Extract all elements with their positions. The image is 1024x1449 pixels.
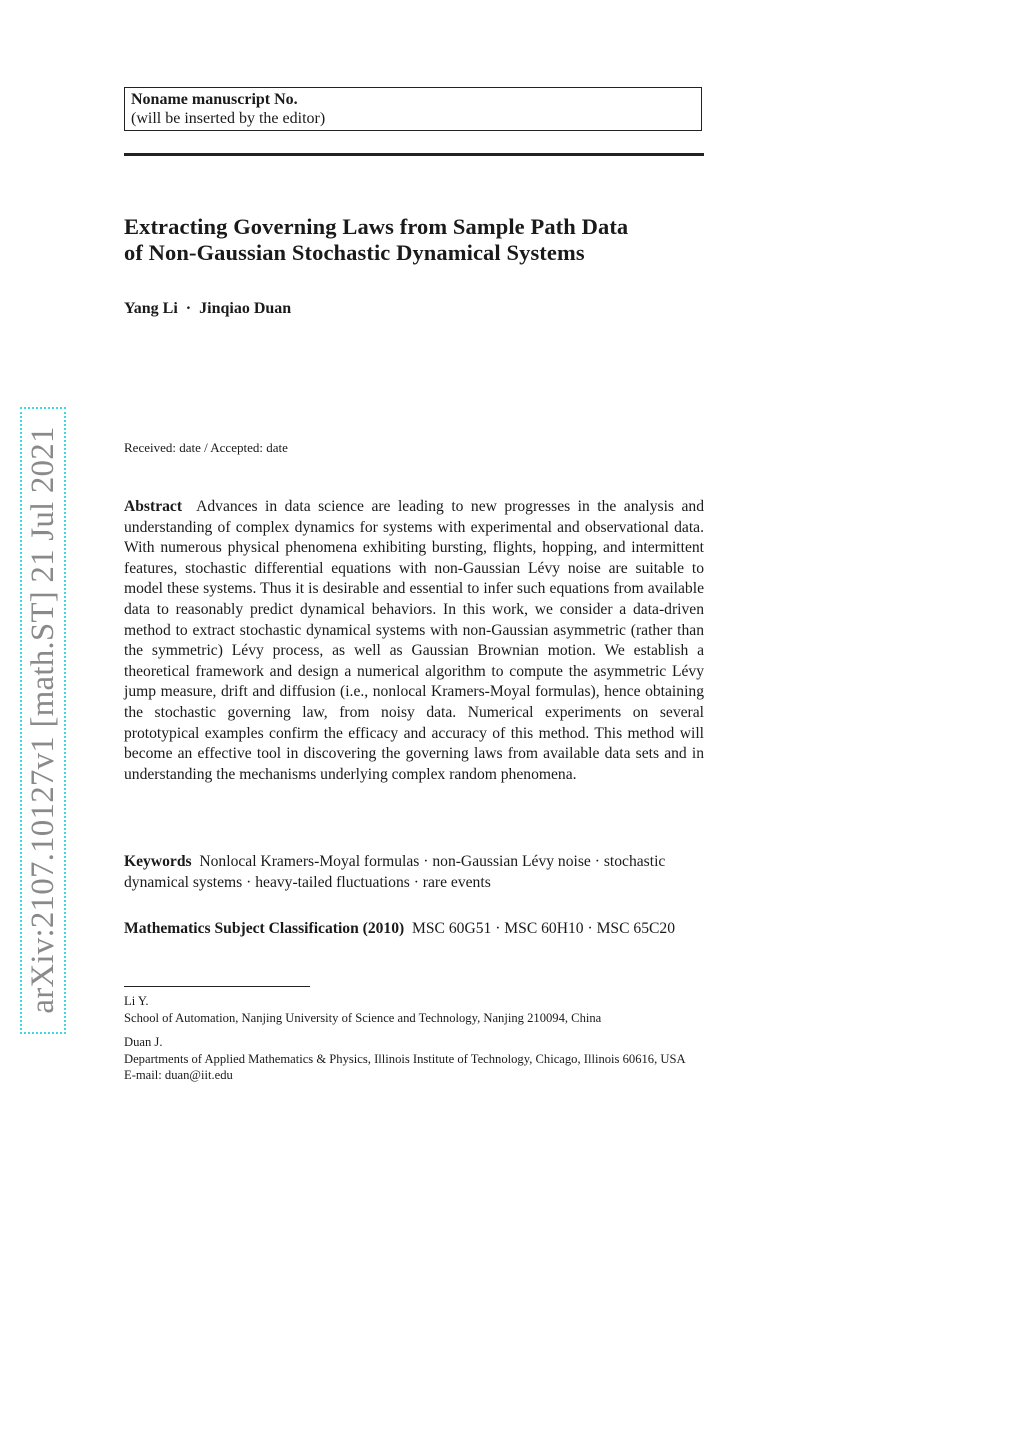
msc-section [124,919,704,940]
paper-title-line-2: of Non-Gaussian Stochastic Dynamical Systems [124,240,585,265]
affiliation-line: Departments of Applied Mathematics & Physics, Illinois Institute of Technology, Chicago, Illinois 60616, USA [124,1051,686,1066]
affiliation-name: Duan J. [124,1035,163,1049]
abstract-label: Abstract [124,498,183,515]
abstract-text: Advances in data science are leading to new progresses in the analysis and understanding of complex dynamics for systems with experimental and observational data. With numerous physical phenomena exhibiting bursting, flights, hopping, and intermittent features, stochastic differential equations with non-Gaussian Lévy noise are suitable to model these systems. Thus it is desirable and essential to infer such equations from available data to reasonably predict dynamical behaviors. In this work, we consider a data-driven method to extract stochastic dynamical systems with non-Gaussian asymmetric (rather than the symmetric) Lévy process, as well as Gaussian Brownian motion. We establish a theoretical framework and design a numerical algorithm to compute the asymmetric Lévy jump measure, drift and diffusion (i.e., nonlocal Kramers-Moyal formulas), hence obtaining the stochastic governing law, from noisy data. Numerical experiments on several prototypical examples confirm the efficacy and accuracy of this method. This method will become an effective tool in discovering the governing laws from available data sets and in understanding the mechanisms underlying complex random phenomena. [124,498,704,783]
affiliation-duan [124,1034,709,1084]
abstract-section [124,497,704,785]
received-date: Received: date / Accepted: date [124,440,288,455]
paper-authors: Yang Li · Jinqiao Duan [124,300,292,317]
keywords-text: Nonlocal Kramers-Moyal formulas · non-Gaussian Lévy noise · stochastic dynamical systems · heavy-tailed fluctuations · rare events [124,853,666,891]
affiliation-email: E-mail: duan@iit.edu [124,1068,233,1082]
msc-label: Mathematics Subject Classification (2010) [124,920,405,937]
keywords-label: Keywords [124,853,192,870]
affiliation-li [124,993,709,1026]
paper-title [124,214,724,266]
arxiv-identifier[interactable]: arXiv:2107.10127v1 [math.ST] 21 Jul 2021 [25,426,61,1014]
keywords-section [124,852,704,893]
manuscript-label: Noname manuscript No. [131,91,298,108]
msc-text: MSC 60G51 · MSC 60H10 · MSC 65C20 [412,920,675,937]
manuscript-header-box [124,87,702,131]
affiliation-line: School of Automation, Nanjing University of Science and Technology, Nanjing 210094, China [124,1010,602,1025]
editor-note: (will be inserted by the editor) [131,110,326,127]
top-rule [124,153,704,156]
affiliation-name: Li Y. [124,994,149,1008]
footnote-rule [124,986,310,987]
paper-title-line-1: Extracting Governing Laws from Sample Path Data [124,214,629,239]
